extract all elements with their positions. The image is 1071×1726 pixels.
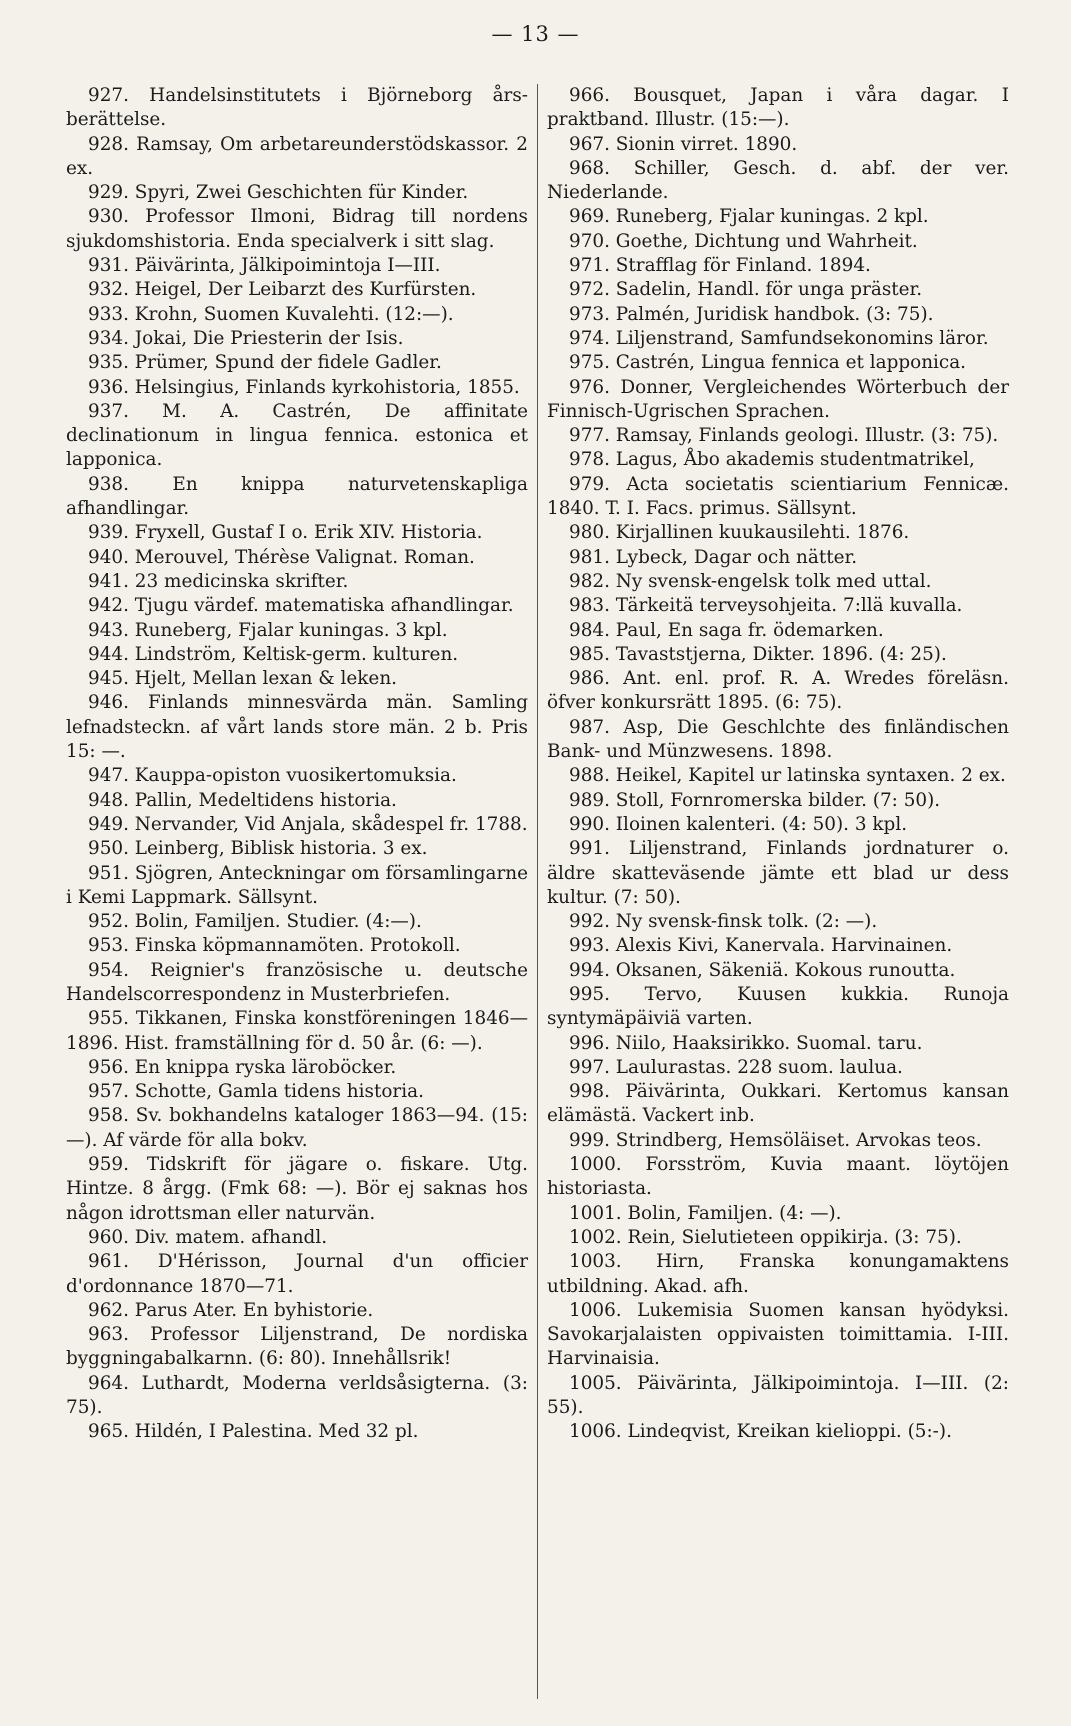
catalog-entry: 984. Paul, En saga fr. ödemarken. — [569, 619, 884, 641]
catalog-entry: 970. Goethe, Dichtung und Wahrheit. — [569, 230, 918, 252]
catalog-entry: 989. Stoll, Fornromerska bilder. (7: 50). — [569, 789, 941, 811]
catalog-entry: 934. Jokai, Die Priesterin der Isis. — [88, 327, 404, 349]
catalog-entry: 959. Tidskrift för jägare o. fiskare. Utg. Hintze. 8 årgg. (Fmk 68: —). Bör ej saknas hos någon idrottsman eller naturvän. — [66, 1154, 528, 1224]
catalog-entry: 971. Strafflag för Finland. 1894. — [569, 255, 871, 277]
catalog-entry: 948. Pallin, Medeltidens historia. — [88, 789, 397, 811]
left-column — [66, 84, 528, 1445]
catalog-entry: 947. Kauppa-opiston vuosikertomuksia. — [88, 765, 457, 787]
catalog-entry: 978. Lagus, Åbo akademis studentmatrikel, — [569, 449, 975, 471]
catalog-entry: 1005. Päivärinta, Jälkipoimintoja. I—III. (2: 55). — [547, 1372, 1009, 1419]
catalog-entry: 957. Schotte, Gamla tidens historia. — [88, 1081, 424, 1103]
catalog-entry: 977. Ramsay, Finlands geologi. Illustr. (3: 75). — [569, 425, 999, 447]
catalog-entry: 980. Kirjallinen kuukausilehti. 1876. — [569, 522, 910, 544]
catalog-entry: 958. Sv. bokhandelns kataloger 1863—94. (15: —). Af värde för alla bokv. — [66, 1105, 528, 1151]
catalog-entry: 952. Bolin, Familjen. Studier. (4:—). — [88, 911, 422, 933]
catalog-entry: 937. M. A. Castrén, De affinitate declinationum in lingua fennica. estonica et lapponica. — [66, 400, 528, 471]
catalog-entry: 951. Sjögren, Anteckningar om församlingarne i Kemi Lappmark. Sällsynt. — [66, 862, 528, 908]
catalog-entry: 979. Acta societatis scientiarium Fennicæ. 1840. T. I. Facs. primus. Sällsynt. — [547, 473, 1009, 520]
catalog-entry: 941. 23 medicinska skrifter. — [88, 570, 349, 592]
catalog-entry: 946. Finlands minnesvärda män. Samling lefnadsteckn. af vårt lands store män. 2 b. Pris 15: —. — [66, 692, 528, 763]
catalog-entry: 939. Fryxell, Gustaf I o. Erik XIV. Historia. — [88, 522, 483, 544]
catalog-entry: 935. Prümer, Spund der fidele Gadler. — [88, 352, 442, 374]
catalog-entry: 991. Liljenstrand, Finlands jordnaturer o. äldre skatteväsende jämte ett blad ur dess kultur. (7: 50). — [547, 838, 1009, 908]
catalog-entry: 966. Bousquet, Japan i våra dagar. I praktband. Illustr. (15:—). — [547, 85, 1009, 131]
catalog-entry: 1002. Rein, Sielutieteen oppikirja. (3: 75). — [569, 1226, 962, 1248]
catalog-entry: 938. En knippa naturvetenskapliga afhandlingar. — [66, 473, 528, 520]
catalog-entry: 992. Ny svensk-finsk tolk. (2: —). — [569, 911, 878, 933]
catalog-entry: 928. Ramsay, Om arbetareunderstödskassor. 2 ex. — [66, 133, 528, 179]
catalog-entry: 956. En knippa ryska läroböcker. — [88, 1056, 397, 1078]
catalog-entry: 964. Luthardt, Moderna verldsåsigterna. (3: 75). — [66, 1372, 528, 1419]
catalog-entry: 982. Ny svensk-engelsk tolk med uttal. — [569, 570, 932, 592]
catalog-entry: 954. Reignier's französische u. deutsche Handelscorrespondenz in Musterbriefen. — [66, 959, 528, 1005]
catalog-entry: 969. Runeberg, Fjalar kuningas. 2 kpl. — [569, 206, 929, 228]
catalog-entry: 1000. Forsström, Kuvia maant. löytöjen historiasta. — [547, 1154, 1009, 1200]
catalog-entry: 949. Nervander, Vid Anjala, skådespel fr. 1788. — [88, 813, 528, 835]
catalog-entry: 994. Oksanen, Säkeniä. Kokous runoutta. — [569, 959, 956, 981]
catalog-entry: 973. Palmén, Juridisk handbok. (3: 75). — [569, 303, 934, 325]
catalog-entry: 962. Parus Ater. En byhistorie. — [88, 1299, 374, 1321]
right-column — [547, 84, 1009, 1445]
catalog-entry: 950. Leinberg, Biblisk historia. 3 ex. — [88, 838, 428, 860]
catalog-entry: 927. Handelsinstitutets i Björneborg års-berättelse. — [66, 85, 528, 131]
catalog-entry: 1001. Bolin, Familjen. (4: —). — [569, 1202, 842, 1224]
catalog-entry: 974. Liljenstrand, Samfundsekonomins läror. — [569, 327, 989, 349]
catalog-entry: 943. Runeberg, Fjalar kuningas. 3 kpl. — [88, 619, 448, 641]
catalog-entry: 931. Päivärinta, Jälkipoimintoja I—III. — [88, 255, 441, 277]
catalog-entry: 960. Div. matem. afhandl. — [88, 1226, 328, 1248]
catalog-entry: 976. Donner, Vergleichendes Wörterbuch der Finnisch-Ugrischen Sprachen. — [547, 376, 1009, 422]
catalog-entry: 933. Krohn, Suomen Kuvalehti. (12:—). — [88, 303, 454, 325]
catalog-entry: 975. Castrén, Lingua fennica et lapponica. — [569, 352, 967, 374]
catalog-entry: 940. Merouvel, Thérèse Valignat. Roman. — [88, 546, 475, 568]
catalog-entry: 932. Heigel, Der Leibarzt des Kurfürsten. — [88, 279, 477, 301]
catalog-entry: 996. Niilo, Haaksirikko. Suomal. taru. — [569, 1032, 923, 1054]
catalog-entry: 1006. Lindeqvist, Kreikan kielioppi. (5:-). — [569, 1421, 952, 1443]
catalog-entry: 936. Helsingius, Finlands kyrkohistoria, 1855. — [88, 376, 520, 398]
catalog-entry: 929. Spyri, Zwei Geschichten für Kinder. — [88, 182, 469, 204]
catalog-entry: 930. Professor Ilmoni, Bidrag till nordens sjukdomshistoria. Enda specialverk i sitt slag. — [66, 206, 528, 252]
catalog-entry: 999. Strindberg, Hemsöläiset. Arvokas teos. — [569, 1129, 982, 1151]
catalog-entry: 944. Lindström, Keltisk-germ. kulturen. — [88, 643, 459, 665]
catalog-entry: 998. Päivärinta, Oukkari. Kertomus kansan elämästä. Vackert inb. — [547, 1081, 1009, 1127]
catalog-entry: 963. Professor Liljenstrand, De nordiska byggningabalkarnn. (6: 80). Innehållsrik! — [66, 1324, 528, 1370]
catalog-entry: 1006. Lukemisia Suomen kansan hyödyksi. Savokarjalaisten oppivaisten toimittamia. I-III. Harvinaisia. — [547, 1299, 1009, 1370]
catalog-entry: 993. Alexis Kivi, Kanervala. Harvinainen. — [569, 935, 953, 957]
catalog-entry: 1003. Hirn, Franska konungamaktens utbildning. Akad. afh. — [547, 1251, 1009, 1297]
catalog-entry: 968. Schiller, Gesch. d. abf. der ver. Niederlande. — [547, 157, 1009, 204]
catalog-entry: 985. Tavaststjerna, Dikter. 1896. (4: 25). — [569, 643, 947, 665]
column-divider — [537, 84, 538, 1699]
catalog-entry: 953. Finska köpmannamöten. Protokoll. — [88, 935, 461, 957]
catalog-entry: 981. Lybeck, Dagar och nätter. — [569, 546, 858, 568]
catalog-entry: 995. Tervo, Kuusen kukkia. Runoja syntymäpäiviä varten. — [547, 983, 1009, 1030]
catalog-entry: 955. Tikkanen, Finska konstföreningen 1846—1896. Hist. framställning för d. 50 år. (6: —). — [66, 1008, 528, 1054]
catalog-entry: 965. Hildén, I Palestina. Med 32 pl. — [88, 1421, 419, 1443]
catalog-entry: 972. Sadelin, Handl. för unga präster. — [569, 279, 923, 301]
catalog-entry: 997. Laulurastas. 228 suom. laulua. — [569, 1056, 903, 1078]
catalog-entry: 987. Asp, Die Geschlchte des finländischen Bank- und Münzwesens. 1898. — [547, 716, 1009, 763]
catalog-entry: 983. Tärkeitä terveysohjeita. 7:llä kuvalla. — [569, 595, 963, 617]
catalog-entry: 945. Hjelt, Mellan lexan & leken. — [88, 668, 398, 690]
catalog-entry: 967. Sionin virret. 1890. — [569, 133, 798, 155]
catalog-entry: 988. Heikel, Kapitel ur latinska syntaxen. 2 ex. — [569, 765, 1006, 787]
catalog-entry: 986. Ant. enl. prof. R. A. Wredes föreläsn. öfver konkursrätt 1895. (6: 75). — [547, 668, 1009, 714]
catalog-entry: 942. Tjugu värdef. matematiska afhandlingar. — [88, 595, 514, 617]
page-number: — 13 — — [491, 22, 580, 46]
catalog-entry: 961. D'Hérisson, Journal d'un officier d'ordonnance 1870—71. — [66, 1251, 528, 1297]
catalog-entry: 990. Iloinen kalenteri. (4: 50). 3 kpl. — [569, 813, 908, 835]
